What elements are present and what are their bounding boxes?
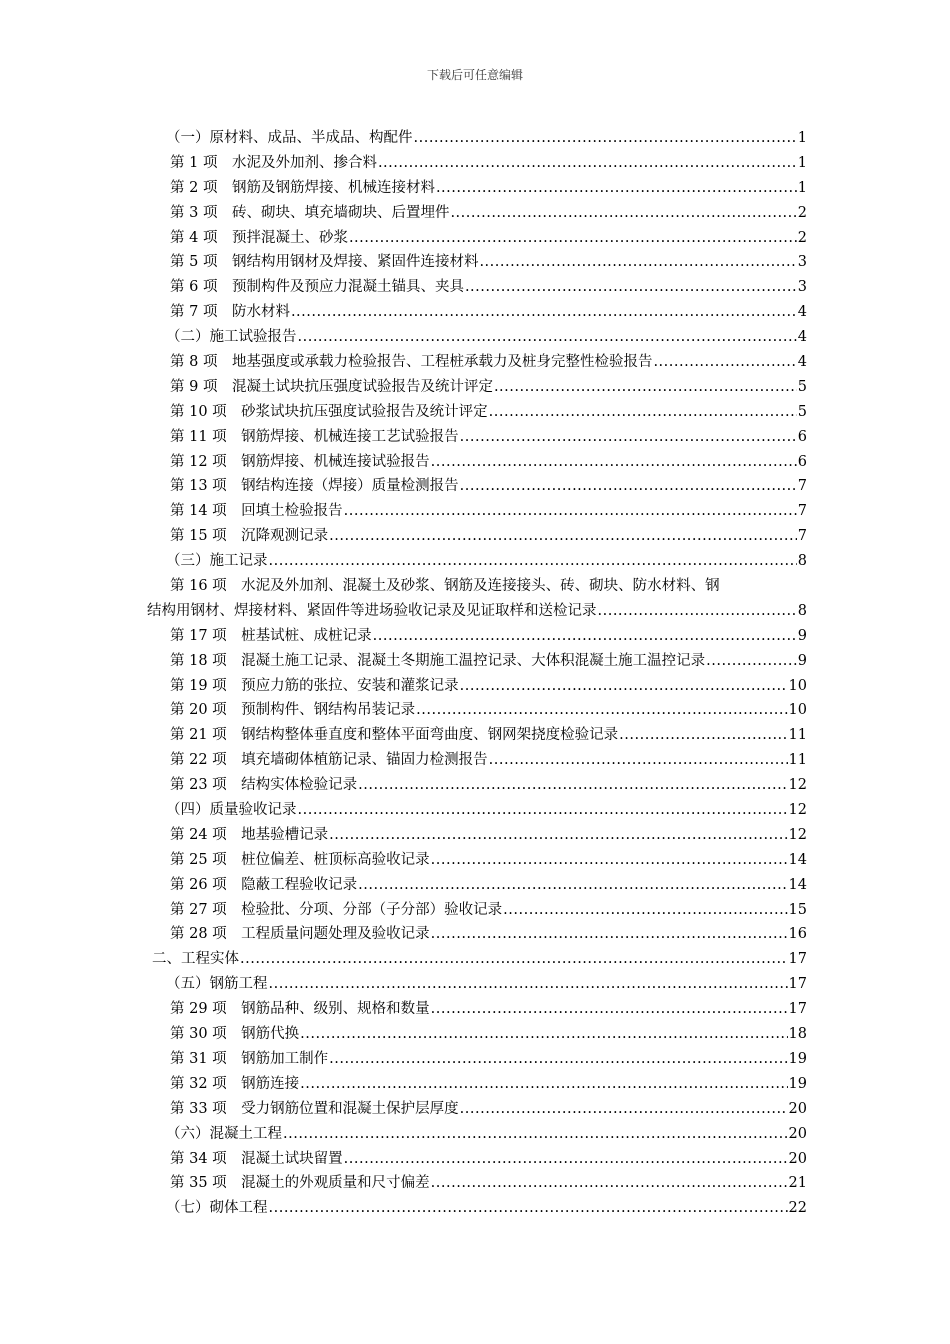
- toc-section-heading[interactable]: [0, 1122, 950, 1147]
- dot-leader: [706, 649, 797, 674]
- toc-section-heading[interactable]: [0, 549, 950, 574]
- toc-entry[interactable]: [0, 1171, 950, 1196]
- dot-leader: [489, 748, 788, 773]
- toc-section-heading[interactable]: [0, 972, 950, 997]
- dot-leader: [378, 151, 797, 176]
- dot-leader: [283, 1122, 788, 1147]
- dot-leader: [300, 1022, 787, 1047]
- toc-page-number: 16: [788, 926, 807, 943]
- toc-entry-text: 第 23 项 结构实体检验记录: [170, 777, 358, 794]
- toc-entry-text: 第 5 项 钢结构用钢材及焊接、紧固件连接材料: [170, 254, 479, 271]
- toc-entry-text: 第 14 项 回填土检验报告: [170, 503, 343, 520]
- page-header: 下载后可任意编辑: [426, 68, 523, 82]
- toc-page-number: 18: [788, 1026, 807, 1043]
- toc-page-number: 1: [797, 154, 807, 171]
- dot-leader: [489, 400, 797, 425]
- toc-entry-text: 第 32 项 钢筋连接: [170, 1075, 300, 1092]
- toc-page-number: 12: [788, 826, 807, 843]
- toc-section-heading[interactable]: [0, 325, 950, 350]
- toc-page-number: 5: [797, 378, 807, 395]
- toc-section-heading[interactable]: [0, 798, 950, 823]
- dot-leader: [329, 1047, 787, 1072]
- toc-entry-text: （一）原材料、成品、半成品、构配件: [166, 129, 413, 146]
- toc-entry[interactable]: [0, 624, 950, 649]
- toc-entry-text: 第 22 项 填充墙砌体植筋记录、锚固力检测报告: [170, 752, 488, 769]
- toc-entry-text: （七）砌体工程: [166, 1200, 268, 1217]
- dot-leader: [358, 873, 787, 898]
- toc-entry-text: 第 17 项 桩基试桩、成桩记录: [170, 627, 372, 644]
- dot-leader: [240, 947, 788, 972]
- toc-entry[interactable]: [0, 649, 950, 674]
- toc-entry[interactable]: [0, 375, 950, 400]
- toc-entry-text: 第 21 项 钢结构整体垂直度和整体平面弯曲度、钢网架挠度检验记录: [170, 727, 619, 744]
- toc-entry[interactable]: [0, 1047, 950, 1072]
- toc-entry-text: 第 20 项 预制构件、钢结构吊装记录: [170, 702, 416, 719]
- toc-page-number: 2: [797, 204, 807, 221]
- toc-entry-text: 第 19 项 预应力筋的张拉、安装和灌浆记录: [170, 677, 459, 694]
- toc-entry[interactable]: [0, 250, 950, 275]
- toc-section-heading[interactable]: [0, 1196, 950, 1221]
- toc-entry-text: （六）混凝土工程: [166, 1125, 282, 1142]
- toc-page-number: 14: [788, 876, 807, 893]
- dot-leader: [269, 972, 788, 997]
- toc-entry-text: 第 8 项 地基强度或承载力检验报告、工程桩承载力及桩身完整性检验报告: [170, 354, 653, 370]
- toc-entry[interactable]: [0, 450, 950, 475]
- dot-leader: [291, 300, 797, 325]
- toc-entry[interactable]: [0, 773, 950, 798]
- dot-leader: [329, 823, 787, 848]
- toc-entry[interactable]: [0, 698, 950, 723]
- toc-entry[interactable]: [0, 425, 950, 450]
- toc-page-number: 12: [788, 802, 807, 819]
- table-of-contents: [0, 126, 950, 1221]
- toc-page-number: 19: [788, 1050, 807, 1067]
- toc-entry[interactable]: [0, 1022, 950, 1047]
- toc-entry-text: （五）钢筋工程: [166, 976, 268, 993]
- dot-leader: [416, 698, 787, 723]
- toc-page-number: 8: [797, 553, 807, 570]
- toc-page-number: 9: [797, 627, 807, 644]
- toc-entry[interactable]: [0, 674, 950, 699]
- dot-leader: [298, 798, 788, 823]
- toc-entry[interactable]: [0, 1072, 950, 1097]
- dot-leader: [503, 898, 787, 923]
- dot-leader: [479, 250, 796, 275]
- dot-leader: [431, 450, 797, 475]
- toc-entry-text: 第 31 项 钢筋加工制作: [170, 1050, 329, 1067]
- toc-page-number: 17: [788, 1001, 807, 1018]
- toc-section-heading[interactable]: [0, 947, 950, 972]
- toc-entry[interactable]: [0, 499, 950, 524]
- toc-page-number: 10: [788, 677, 807, 694]
- dot-leader: [460, 474, 797, 499]
- toc-page-number: 7: [797, 503, 807, 520]
- toc-entry[interactable]: [0, 350, 950, 375]
- toc-page-number: 5: [797, 403, 807, 420]
- dot-leader: [450, 201, 796, 226]
- dot-leader: [298, 325, 797, 350]
- toc-entry-text: 第 7 项 防水材料: [170, 304, 290, 321]
- toc-page-number: 9: [797, 652, 807, 669]
- dot-leader: [344, 499, 797, 524]
- toc-entry[interactable]: [0, 997, 950, 1022]
- toc-entry-text: 第 1 项 水泥及外加剂、掺合料: [170, 154, 377, 171]
- toc-page-number: 3: [797, 254, 807, 271]
- dot-leader: [619, 723, 787, 748]
- toc-entry-text: 第 4 项 预拌混凝土、砂浆: [170, 229, 348, 246]
- toc-page-number: 20: [788, 1100, 807, 1117]
- toc-page-number: 3: [797, 279, 807, 296]
- toc-entry-line[interactable]: [0, 574, 950, 599]
- toc-entry-text: 第 15 项 沉降观测记录: [170, 528, 329, 545]
- toc-entry-text: 第 13 项 钢结构连接（焊接）质量检测报告: [170, 478, 459, 495]
- toc-entry[interactable]: [0, 748, 950, 773]
- toc-entry[interactable]: [0, 1147, 950, 1172]
- toc-entry-text: 第 35 项 混凝土的外观质量和尺寸偏差: [170, 1175, 430, 1192]
- dot-leader: [373, 624, 797, 649]
- toc-page-number: 10: [788, 702, 807, 719]
- toc-entry[interactable]: [0, 898, 950, 923]
- toc-entry[interactable]: [0, 599, 950, 624]
- toc-page-number: 4: [797, 354, 807, 370]
- toc-entry[interactable]: [0, 300, 950, 325]
- dot-leader: [431, 922, 788, 947]
- toc-entry-text: 第 25 项 桩位偏差、桩顶标高验收记录: [170, 851, 430, 868]
- dot-leader: [598, 599, 797, 624]
- dot-leader: [431, 997, 788, 1022]
- toc-page-number: 14: [788, 851, 807, 868]
- toc-entry[interactable]: [0, 524, 950, 549]
- toc-entry-text: 第 27 项 检验批、分项、分部（子分部）验收记录: [170, 901, 503, 918]
- toc-page-number: 17: [788, 951, 807, 968]
- toc-entry-text: 第 11 项 钢筋焊接、机械连接工艺试验报告: [170, 428, 459, 445]
- toc-page-number: 4: [797, 304, 807, 321]
- toc-entry-text: 第 6 项 预制构件及预应力混凝土锚具、夹具: [170, 279, 464, 296]
- dot-leader: [460, 425, 797, 450]
- dot-leader: [349, 226, 797, 251]
- dot-leader: [344, 1147, 788, 1172]
- toc-entry[interactable]: [0, 723, 950, 748]
- toc-page-number: 1: [797, 179, 807, 196]
- dot-leader: [300, 1072, 787, 1097]
- toc-page-number: 8: [797, 602, 807, 619]
- toc-entry[interactable]: [0, 226, 950, 251]
- toc-entry[interactable]: [0, 1097, 950, 1122]
- toc-entry-text: （二）施工试验报告: [166, 329, 297, 346]
- toc-page-number: 4: [797, 329, 807, 346]
- toc-entry-text: （三）施工记录: [166, 553, 268, 570]
- toc-page-number: 20: [788, 1125, 807, 1142]
- toc-page-number: 20: [788, 1150, 807, 1167]
- toc-page-number: 19: [788, 1075, 807, 1092]
- toc-entry-text: 第 12 项 钢筋焊接、机械连接试验报告: [170, 453, 430, 470]
- dot-leader: [653, 350, 796, 375]
- toc-entry-text: 第 18 项 混凝土施工记录、混凝土冬期施工温控记录、大体积混凝土施工温控记录: [170, 652, 706, 669]
- toc-entry[interactable]: [0, 474, 950, 499]
- toc-entry-text: （四）质量验收记录: [166, 802, 297, 819]
- toc-entry-text: 第 26 项 隐蔽工程验收记录: [170, 876, 358, 893]
- toc-page-number: 22: [788, 1200, 807, 1217]
- toc-entry-text: 第 28 项 工程质量问题处理及验收记录: [170, 926, 430, 943]
- dot-leader: [269, 549, 797, 574]
- toc-entry-text: 第 3 项 砖、砌块、填充墙砌块、后置埋件: [170, 204, 450, 221]
- toc-page-number: 6: [797, 428, 807, 445]
- toc-entry-text: 第 24 项 地基验槽记录: [170, 826, 329, 843]
- toc-page-number: 21: [788, 1175, 807, 1192]
- toc-entry[interactable]: [0, 400, 950, 425]
- dot-leader: [436, 176, 797, 201]
- dot-leader: [269, 1196, 788, 1221]
- toc-page-number: 17: [788, 976, 807, 993]
- toc-entry[interactable]: [0, 275, 950, 300]
- toc-page-number: 11: [788, 727, 807, 744]
- dot-leader: [494, 375, 797, 400]
- toc-entry-text: 第 2 项 钢筋及钢筋焊接、机械连接材料: [170, 179, 435, 196]
- dot-leader: [460, 674, 788, 699]
- toc-entry-text: 第 16 项 水泥及外加剂、混凝土及砂浆、钢筋及连接接头、砖、砌块、防水材料、钢: [170, 578, 720, 595]
- dot-leader: [414, 126, 797, 151]
- toc-page-number: 11: [788, 752, 807, 769]
- toc-entry-text: 第 9 项 混凝土试块抗压强度试验报告及统计评定: [170, 378, 493, 395]
- toc-entry-text: 结构用钢材、焊接材料、紧固件等进场验收记录及见证取样和送检记录: [147, 602, 597, 619]
- toc-entry[interactable]: [0, 151, 950, 176]
- toc-page-number: 2: [797, 229, 807, 246]
- toc-entry-text: 第 29 项 钢筋品种、级别、规格和数量: [170, 1001, 430, 1018]
- toc-entry-text: 第 34 项 混凝土试块留置: [170, 1150, 343, 1167]
- toc-section-heading[interactable]: [0, 126, 950, 151]
- toc-entry[interactable]: [0, 176, 950, 201]
- dot-leader: [431, 1171, 788, 1196]
- toc-page-number: 15: [788, 901, 807, 918]
- toc-page-number: 12: [788, 777, 807, 794]
- dot-leader: [465, 275, 797, 300]
- dot-leader: [460, 1097, 788, 1122]
- toc-page-number: 7: [797, 528, 807, 545]
- toc-page-number: 6: [797, 453, 807, 470]
- toc-entry[interactable]: [0, 873, 950, 898]
- dot-leader: [358, 773, 787, 798]
- toc-entry[interactable]: [0, 201, 950, 226]
- toc-page-number: 1: [797, 129, 807, 146]
- toc-entry-text: 第 33 项 受力钢筋位置和混凝土保护层厚度: [170, 1100, 459, 1117]
- dot-leader: [431, 848, 788, 873]
- toc-entry[interactable]: [0, 923, 950, 948]
- toc-entry[interactable]: [0, 823, 950, 848]
- toc-page-number: 7: [797, 478, 807, 495]
- dot-leader: [329, 524, 797, 549]
- toc-entry-text: 第 10 项 砂浆试块抗压强度试验报告及统计评定: [170, 403, 488, 420]
- toc-entry[interactable]: [0, 848, 950, 873]
- toc-entry-text: 二、工程实体: [152, 951, 239, 968]
- toc-entry-text: 第 30 项 钢筋代换: [170, 1026, 300, 1043]
